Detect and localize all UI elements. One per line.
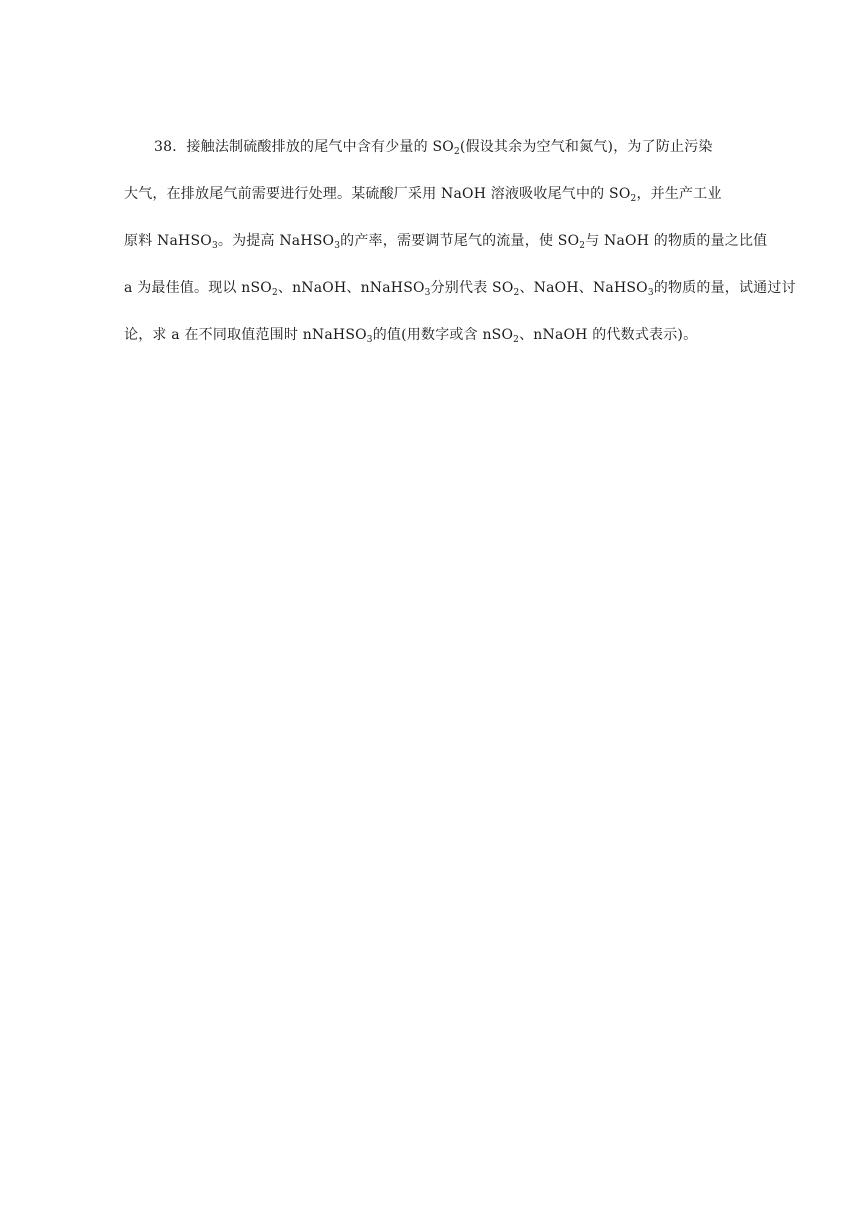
subscript: 3 (366, 335, 373, 345)
text-run: (假设其余为空气和氮气)，为了防止污染 (459, 139, 713, 155)
text-run: 大气，在排放尾气前需要进行处理。某硫酸厂采用 NaOH 溶液吸收尾气中的 SO (124, 186, 631, 202)
subscript: 2 (513, 335, 520, 345)
subscript: 2 (630, 194, 637, 204)
question-38 (124, 133, 796, 368)
text-run: 、nNaOH、nNaHSO (277, 280, 425, 296)
text-run: 、NaOH、NaHSO (519, 280, 648, 296)
text-run: 原料 NaHSO (124, 233, 212, 249)
subscript: 2 (513, 288, 520, 298)
question-line (124, 321, 744, 368)
text-run: 38．接触法制硫酸排放的尾气中含有少量的 SO (154, 139, 454, 155)
subscript: 2 (579, 241, 586, 251)
text-run: 。为提高 NaHSO (217, 233, 335, 249)
text-run: ，并生产工业 (636, 186, 722, 202)
text-run: 的物质的量，试通过讨 (653, 280, 796, 296)
text-run: 分别代表 SO (430, 280, 514, 296)
text-run: 的值(用数字或含 nSO (372, 327, 514, 343)
question-line (124, 227, 768, 274)
subscript: 3 (211, 241, 218, 251)
subscript: 3 (334, 241, 341, 251)
question-line (124, 180, 744, 227)
subscript: 3 (647, 288, 654, 298)
text-run: 的产率，需要调节尾气的流量，使 SO (340, 233, 580, 249)
question-line (124, 274, 796, 321)
text-run: 、nNaOH 的代数式表示)。 (519, 327, 698, 343)
question-line (124, 133, 744, 180)
text-run: 论，求 a 在不同取值范围时 nNaHSO (124, 327, 367, 343)
text-run: a 为最佳值。现以 nSO (124, 280, 272, 296)
subscript: 2 (271, 288, 278, 298)
subscript: 3 (424, 288, 431, 298)
subscript: 2 (453, 147, 460, 157)
text-run: 与 NaOH 的物质的量之比值 (585, 233, 768, 249)
